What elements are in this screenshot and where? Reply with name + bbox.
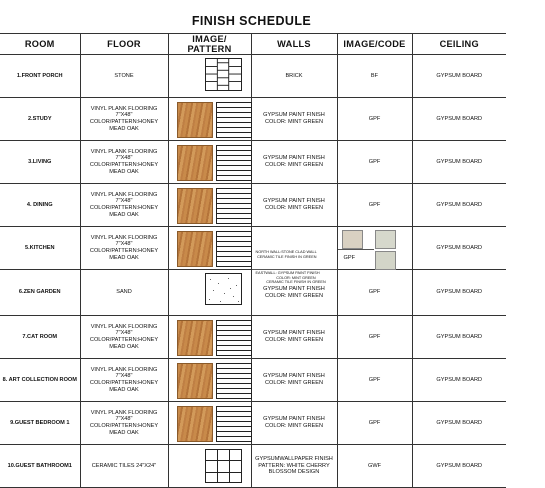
wood-plank-swatch [177, 363, 213, 399]
header-row [0, 34, 506, 55]
floor-cell: VINYL PLANK FLOORING 7"X48" COLOR/PATTERN:HONEY MEAD OAK [80, 141, 168, 184]
col-header-walls: WALLS [251, 34, 337, 55]
floor-cell: VINYL PLANK FLOORING 7"X48" COLOR/PATTERN:HONEY MEAD OAK [80, 359, 168, 402]
table-row [0, 227, 506, 270]
code-cell: GPF [337, 184, 412, 227]
plank-hatch-pattern [216, 363, 252, 399]
code-cell: GPF [337, 141, 412, 184]
code-cell: GPF [337, 270, 412, 316]
plank-hatch-pattern [216, 102, 252, 138]
plank-hatch-pattern [216, 188, 252, 224]
walls-cell [251, 227, 337, 285]
pattern-cell [168, 445, 251, 488]
col-header-ceiling: CEILING [412, 34, 506, 55]
east-wall-note [252, 269, 337, 285]
pattern-cell [168, 316, 251, 359]
floor-cell: SAND [80, 270, 168, 316]
col-header-room: ROOM [0, 34, 80, 55]
north-wall-label: NORTH WALL:STONE CLAD WALL [255, 250, 317, 254]
finish-schedule-table [0, 33, 506, 488]
room-cell: 7.CAT ROOM [0, 316, 80, 359]
pattern-cell [168, 359, 251, 402]
col-header-image-code: IMAGE/CODE [337, 34, 412, 55]
table-row [0, 141, 506, 184]
east-wall-sub: COLOR: MINT GREEN [276, 275, 316, 280]
floor-cell: VINYL PLANK FLOORING 7"X48" COLOR/PATTERN:HONEY MEAD OAK [80, 402, 168, 445]
pattern-cell [168, 270, 251, 316]
room-cell: 1.FRONT PORCH [0, 55, 80, 98]
ceiling-cell: GYPSUM BOARD [412, 316, 506, 359]
plank-hatch-pattern [216, 231, 252, 267]
pattern-cell [168, 184, 251, 227]
north-wall-sub: CERAMIC TILE FINISH IN GREEN [257, 254, 317, 259]
ceiling-cell: GYPSUM BOARD [412, 227, 506, 270]
code-cell [337, 227, 412, 270]
ceiling-cell: GYPSUM BOARD [412, 141, 506, 184]
ceiling-cell: GYPSUM BOARD [412, 445, 506, 488]
ceiling-cell: GYPSUM BOARD [412, 55, 506, 98]
walls-cell: GYPSUM PAINT FINISH COLOR: MINT GREEN [251, 270, 337, 316]
room-cell: 9.GUEST BEDROOM 1 [0, 402, 80, 445]
room-cell: 5.KITCHEN [0, 227, 80, 270]
pattern-cell [168, 141, 251, 184]
code-cell: GPF [337, 402, 412, 445]
divider [338, 249, 374, 250]
pattern-cell [168, 402, 251, 445]
table-row [0, 98, 506, 141]
ceiling-cell: GYPSUM BOARD [412, 402, 506, 445]
room-cell: 2.STUDY [0, 98, 80, 141]
ceiling-cell: GYPSUM BOARD [412, 359, 506, 402]
plank-hatch-pattern [216, 145, 252, 181]
tile-grid-swatch [205, 449, 242, 483]
room-cell: 6.ZEN GARDEN [0, 270, 80, 316]
room-cell: 3.LIVING [0, 141, 80, 184]
walls-cell: GYPSUM PAINT FINISH COLOR: MINT GREEN [251, 98, 337, 141]
walls-cell: GYPSUM PAINT FINISH COLOR: MINT GREEN [251, 141, 337, 184]
pattern-cell [168, 98, 251, 141]
stone-swatch [342, 230, 363, 249]
col-header-floor: FLOOR [80, 34, 168, 55]
wood-plank-swatch [177, 188, 213, 224]
code-cell: GPF [337, 359, 412, 402]
table-row [0, 316, 506, 359]
table-row [0, 184, 506, 227]
code-cell: GPF [337, 316, 412, 359]
brick-pattern-swatch [205, 58, 242, 91]
floor-cell: STONE [80, 55, 168, 98]
wood-plank-swatch [177, 231, 213, 267]
col-header-image-pattern: IMAGE/ PATTERN [168, 34, 251, 55]
sand-pattern-swatch [205, 273, 242, 305]
east-wall-label: EASTWALL: GYPSUM PAINT FINISH [255, 271, 320, 275]
pattern-cell [168, 55, 251, 98]
code-label: GPF [343, 255, 355, 261]
walls-cell: GYPSUM PAINT FINISH COLOR: MINT GREEN [251, 316, 337, 359]
schedule-title: FINISH SCHEDULE [191, 14, 312, 28]
code-cell: GWF [337, 445, 412, 488]
floor-cell: CERAMIC TILES 24"X24" [80, 445, 168, 488]
walls-cell: GYPSUM PAINT FINISH COLOR: MINT GREEN [251, 359, 337, 402]
floor-cell: VINYL PLANK FLOORING 7"X48" COLOR/PATTERN:HONEY MEAD OAK [80, 98, 168, 141]
table-row [0, 445, 506, 488]
tile-swatch [375, 230, 396, 249]
ceiling-cell: GYPSUM BOARD [412, 184, 506, 227]
room-cell: 10.GUEST BATHROOM1 [0, 445, 80, 488]
wood-plank-swatch [177, 406, 213, 442]
table-row [0, 359, 506, 402]
tile-swatch [375, 251, 396, 270]
walls-cell: GYPSUM PAINT FINISH COLOR: MINT GREEN [251, 402, 337, 445]
table-row [0, 402, 506, 445]
walls-cell: BRICK [251, 55, 337, 98]
ceiling-cell: GYPSUM BOARD [412, 98, 506, 141]
ceiling-cell: GYPSUM BOARD [412, 270, 506, 316]
room-cell: 4. DINING [0, 184, 80, 227]
wood-plank-swatch [177, 320, 213, 356]
wood-plank-swatch [177, 145, 213, 181]
table-row [0, 55, 506, 98]
walls-cell: GYPSUMWALLPAPER FINISH PATTERN: WHITE CHERRY BLOSSOM DESIGN [251, 445, 337, 488]
floor-cell: VINYL PLANK FLOORING 7"X48" COLOR/PATTERN:HONEY MEAD OAK [80, 227, 168, 270]
code-cell: GPF [337, 98, 412, 141]
walls-cell: GYPSUM PAINT FINISH COLOR: MINT GREEN [251, 184, 337, 227]
code-cell: BF [337, 55, 412, 98]
pattern-cell [168, 227, 251, 270]
floor-cell: VINYL PLANK FLOORING 7"X48" COLOR/PATTERN:HONEY MEAD OAK [80, 316, 168, 359]
east-wall-sub2: CERAMIC TILE FINISH IN GREEN [266, 280, 326, 285]
north-wall-note [252, 250, 337, 259]
wood-plank-swatch [177, 102, 213, 138]
plank-hatch-pattern [216, 320, 252, 356]
plank-hatch-pattern [216, 406, 252, 442]
floor-cell: VINYL PLANK FLOORING 7"X48" COLOR/PATTERN:HONEY MEAD OAK [80, 184, 168, 227]
room-cell: 8. ART COLLECTION ROOM [0, 359, 80, 402]
